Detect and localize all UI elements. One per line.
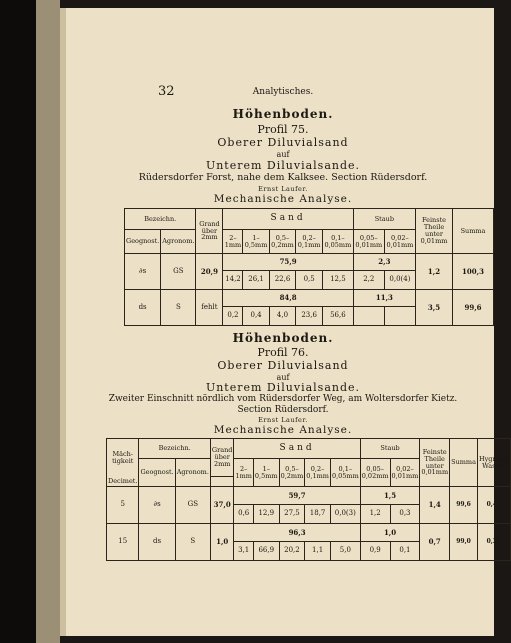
col-staub: Staub	[360, 439, 420, 459]
col-sand-1: 2–1mm	[223, 230, 243, 254]
table-cell: 1,2	[360, 505, 390, 524]
col-sand-2: 1–0,5mm	[253, 459, 279, 487]
section1-line1: Oberer Diluvialsand	[217, 136, 349, 149]
table-cell: 59,7	[234, 487, 360, 505]
col-bezeichnung: Bezeichn.	[125, 209, 196, 230]
col-sand: Sand	[234, 439, 360, 459]
table-cell: 1,0	[210, 524, 234, 561]
analysis-table-2	[106, 438, 511, 561]
col-grand: Grand über 2mm	[196, 209, 223, 254]
table-cell: 0,3	[390, 505, 420, 524]
section2-analysis: Mechanische Analyse.	[213, 424, 353, 436]
background-edge	[0, 0, 36, 643]
section2-profil: Profil 76.	[257, 346, 309, 359]
page-number: 32	[158, 84, 175, 99]
table-cell: 1,1	[305, 542, 331, 561]
col-summa: Summa	[453, 209, 494, 254]
section1-analysis: Mechanische Analyse.	[213, 193, 353, 205]
col-geognost: Geognost.	[139, 459, 175, 487]
col-grand-unit	[210, 477, 234, 487]
table-cell: 99,0	[450, 524, 478, 561]
table-cell: 0,5	[296, 271, 323, 290]
col-sand: Sand	[223, 209, 353, 230]
running-head: Analytisches.	[252, 87, 314, 97]
col-sand-4: 0,2–0,1mm	[305, 459, 331, 487]
table-cell: S	[175, 524, 210, 561]
table-cell: 1,2	[416, 254, 453, 290]
table-cell: fehlt	[196, 290, 223, 326]
section2-auf: auf	[276, 373, 290, 382]
col-agronom: Agronom.	[161, 230, 196, 254]
table-cell: GS	[161, 254, 196, 290]
col-decimet: Decimet.	[108, 476, 138, 485]
col-sand-1: 2–1mm	[234, 459, 253, 487]
table-cell: 1,5	[360, 487, 420, 505]
section2-author: Ernst Laufer.	[258, 416, 308, 424]
col-geognost: Geognost.	[125, 230, 161, 254]
table-cell: 0,1	[390, 542, 420, 561]
col-hygrosk: Hygrosk. Wasser	[477, 439, 510, 487]
table-cell: 56,6	[322, 307, 353, 326]
table-cell: S	[161, 290, 196, 326]
table-cell: 99,6	[453, 290, 494, 326]
table-cell: 0,6	[234, 505, 253, 524]
table-cell: 15	[107, 524, 139, 561]
section2-line2: Unterem Diluvialsande.	[205, 381, 361, 394]
table-cell: 37,0	[210, 487, 234, 524]
table-cell: 99,6	[450, 487, 478, 524]
table-cell: 5	[107, 487, 139, 524]
table-cell: 3,1	[234, 542, 253, 561]
section2-location1: Zweiter Einschnitt nördlich vom Rüdersdorfer Weg, am Woltersdorfer Kietz.	[108, 394, 458, 404]
table-cell: 27,5	[279, 505, 305, 524]
table-cell: 2,2	[353, 271, 384, 290]
col-staub-2: 0,02–0,01mm	[390, 459, 420, 487]
table-cell: 0,2	[223, 307, 243, 326]
table-cell: 12,9	[253, 505, 279, 524]
book-spine	[36, 0, 60, 643]
col-agronom: Agronom.	[175, 459, 210, 487]
table-cell: 0,4	[243, 307, 269, 326]
table-cell: 0,0(4)	[384, 271, 415, 290]
table-cell: 0,40	[477, 487, 510, 524]
table-cell: GS	[175, 487, 210, 524]
table-cell: 0,23	[477, 524, 510, 561]
table-cell: 5,0	[330, 542, 360, 561]
table-cell: ds	[139, 524, 175, 561]
col-sand-4: 0,2–0,1mm	[296, 230, 323, 254]
col-machtigkeit: Mäch-tigkeit	[107, 439, 139, 477]
section1-location: Rüdersdorfer Forst, nahe dem Kalksee. Section Rüdersdorf.	[138, 172, 428, 183]
table-cell: 4,0	[269, 307, 296, 326]
table-cell	[353, 307, 384, 326]
section2-title: Höhenboden.	[232, 331, 334, 345]
section2-location2: Section Rüdersdorf.	[237, 405, 329, 415]
table-cell: 84,8	[223, 290, 353, 307]
section1-profil: Profil 75.	[257, 123, 309, 136]
analysis-table-1	[124, 208, 494, 326]
section1-author: Ernst Laufer.	[258, 185, 308, 193]
col-feinste: Feinste Theile unter 0,01mm	[416, 209, 453, 254]
col-staub: Staub	[353, 209, 415, 230]
table-cell: ds	[125, 290, 161, 326]
table-cell	[384, 307, 415, 326]
table-cell: 96,3	[234, 524, 360, 542]
table-cell: 66,9	[253, 542, 279, 561]
table-cell: 3,5	[416, 290, 453, 326]
col-sand-5: 0,1–0,05mm	[330, 459, 360, 487]
table-cell: 20,2	[279, 542, 305, 561]
table-cell: 75,9	[223, 254, 353, 271]
section1-line2: Unterem Diluvialsande.	[205, 159, 361, 172]
col-sand-3: 0,5–0,2mm	[269, 230, 296, 254]
col-sand-2: 1–0,5mm	[243, 230, 269, 254]
section1-title: Höhenboden.	[232, 107, 334, 121]
table-cell: 1,0	[360, 524, 420, 542]
table-cell: ∂s	[139, 487, 175, 524]
section1-auf: auf	[276, 150, 290, 159]
col-summa: Summa	[450, 439, 478, 487]
table-cell: 26,1	[243, 271, 269, 290]
col-feinste: Feinste Theile unter 0,01mm	[420, 439, 450, 487]
table-cell: 14,2	[223, 271, 243, 290]
col-bezeichnung: Bezeichn.	[139, 439, 210, 459]
book-page	[60, 8, 509, 636]
col-sand-5: 0,1–0,05mm	[322, 230, 353, 254]
table-cell: 0,7	[420, 524, 450, 561]
table-cell: 18,7	[305, 505, 331, 524]
table-cell: 0,9	[360, 542, 390, 561]
col-grand: Grand über 2mm	[210, 439, 234, 477]
table-cell: 20,9	[196, 254, 223, 290]
col-staub-1: 0,05–0,01mm	[353, 230, 384, 254]
table-cell: 12,5	[322, 271, 353, 290]
table-cell: 100,3	[453, 254, 494, 290]
table-cell: 2,3	[353, 254, 415, 271]
table-cell: 11,3	[353, 290, 415, 307]
section2-line1: Oberer Diluvialsand	[217, 359, 349, 372]
col-staub-1: 0,05–0,02mm	[360, 459, 390, 487]
table-cell: 23,6	[296, 307, 323, 326]
table-cell: ∂s	[125, 254, 161, 290]
table-cell: 0,0(3)	[330, 505, 360, 524]
col-staub-2: 0,02–0,01mm	[384, 230, 415, 254]
col-sand-3: 0,5–0,2mm	[279, 459, 305, 487]
table-cell: 22,6	[269, 271, 296, 290]
table-cell: 1,4	[420, 487, 450, 524]
